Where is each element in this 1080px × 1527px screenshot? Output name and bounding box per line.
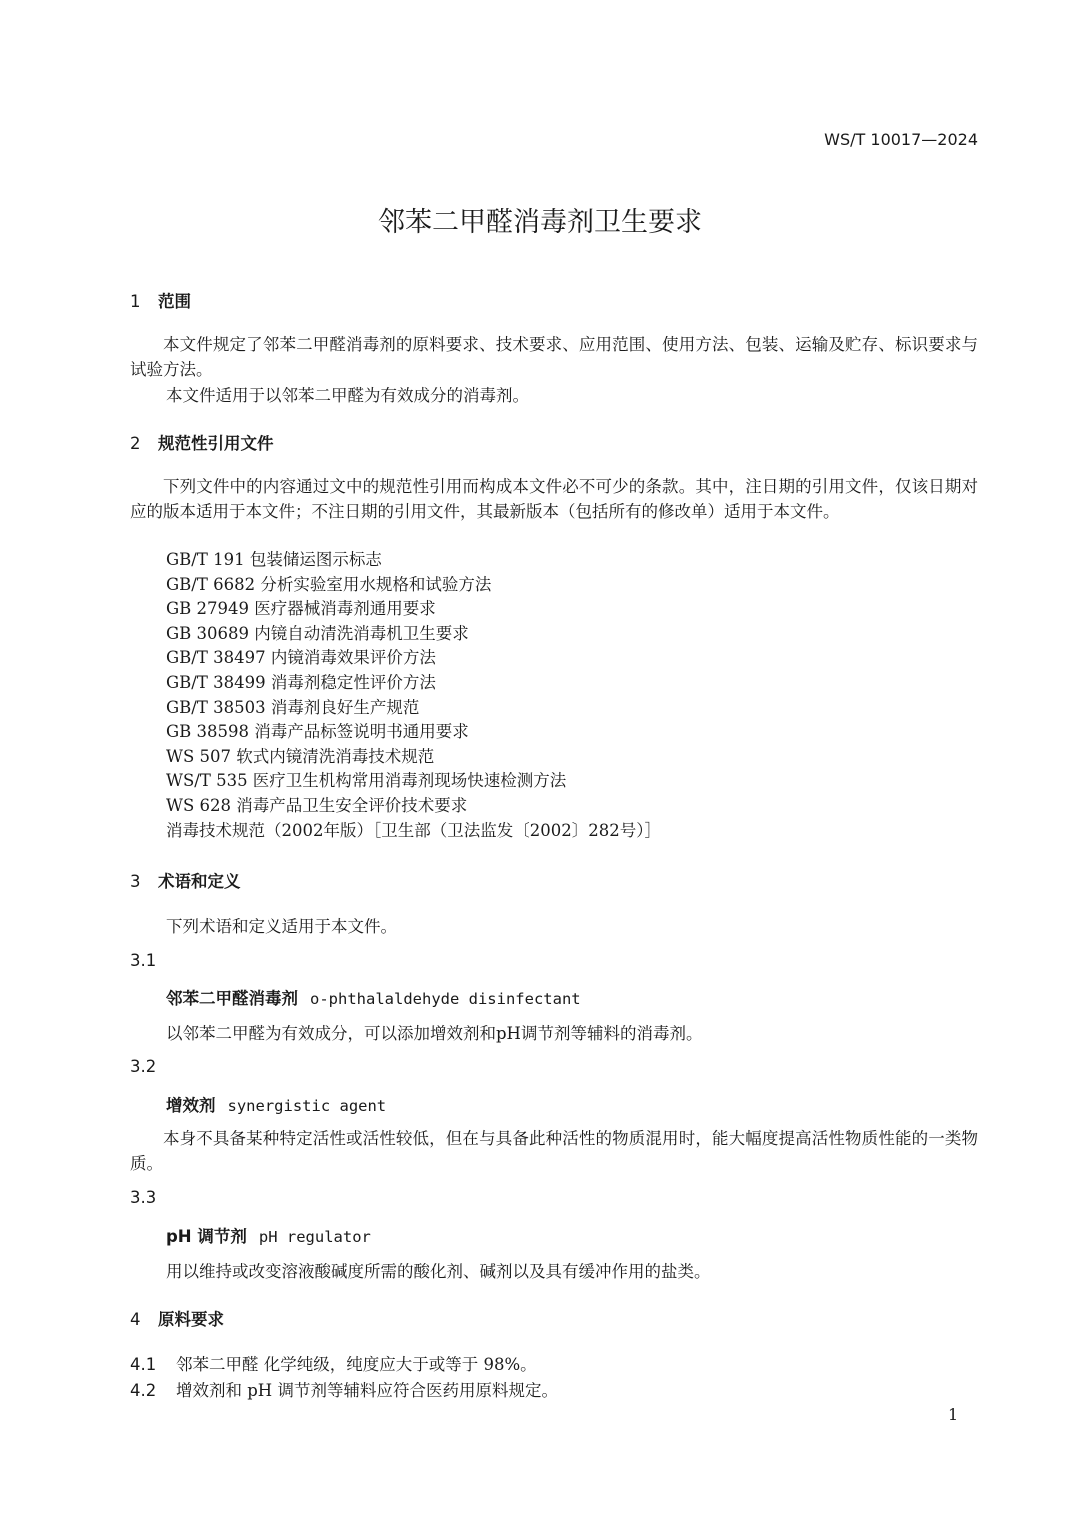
section-4-heading	[130, 1306, 224, 1330]
term-number: 3.3	[130, 1188, 157, 1207]
reference-item: WS 628 消毒产品卫生安全评价技术要求	[166, 795, 468, 815]
reference-item: GB/T 38499 消毒剂稳定性评价方法	[166, 672, 436, 692]
item-number: 4.1	[130, 1355, 157, 1374]
section-1-paragraph-1: 本文件规定了邻苯二甲醛消毒剂的原料要求、技术要求、应用范围、使用方法、包装、运输及贮存、标识要求与试验方法。	[130, 335, 978, 379]
section-number: 1	[130, 292, 141, 311]
section-2-paragraph-1: 下列文件中的内容通过文中的规范性引用而构成本文件必不可少的条款。其中，注日期的引用文件，仅该日期对应的版本适用于本文件；不注日期的引用文件，其最新版本（包括所有的修改单）适用于本文件。	[130, 477, 978, 521]
reference-item: 消毒技术规范（2002年版）［卫生部（卫法监发〔2002〕282号）］	[166, 820, 661, 840]
reference-item: GB/T 191 包装储运图示标志	[166, 550, 382, 569]
term-definition: 以邻苯二甲醛为有效成分，可以添加增效剂和pH调节剂等辅料的消毒剂。	[166, 1024, 703, 1043]
requirement-item	[130, 1351, 537, 1375]
term-english: synergistic agent	[227, 1097, 387, 1115]
section-2-heading	[130, 430, 274, 454]
section-3-heading	[130, 868, 241, 892]
section-title: 术语和定义	[158, 872, 241, 891]
reference-item: WS/T 535 医疗卫生机构常用消毒剂现场快速检测方法	[166, 771, 567, 791]
item-number: 4.2	[130, 1381, 157, 1400]
term-chinese: pH 调节剂	[166, 1227, 247, 1246]
term-entry	[166, 985, 581, 1009]
section-1-paragraph-2: 本文件适用于以邻苯二甲醛为有效成分的消毒剂。	[166, 386, 529, 405]
section-number: 4	[130, 1310, 141, 1329]
item-text: 增效剂和 pH 调节剂等辅料应符合医药用原料规定。	[176, 1381, 558, 1400]
page-number: 1	[948, 1405, 959, 1424]
term-chinese: 邻苯二甲醛消毒剂	[166, 989, 298, 1008]
item-text: 邻苯二甲醛 化学纯级，纯度应大于或等于 98%。	[176, 1355, 537, 1374]
section-title: 规范性引用文件	[158, 434, 274, 453]
term-english: pH regulator	[258, 1228, 371, 1246]
section-number: 3	[130, 872, 141, 891]
reference-item: GB/T 38503 消毒剂良好生产规范	[166, 697, 420, 717]
section-3-paragraph-1: 下列术语和定义适用于本文件。	[166, 917, 397, 936]
section-1-heading	[130, 288, 191, 312]
reference-item: GB 38598 消毒产品标签说明书通用要求	[166, 722, 469, 742]
reference-item: GB/T 38497 内镜消毒效果评价方法	[166, 648, 436, 668]
term-definition: 本身不具备某种特定活性或活性较低，但在与具备此种活性的物质混用时，能大幅度提高活性物质性能的一类物质。	[130, 1129, 978, 1173]
section-number: 2	[130, 434, 141, 453]
reference-item: GB 27949 医疗器械消毒剂通用要求	[166, 599, 436, 619]
standard-code: WS/T 10017—2024	[824, 130, 978, 149]
section-title: 范围	[158, 292, 191, 311]
requirement-item	[130, 1377, 558, 1401]
term-english: o-phthalaldehyde disinfectant	[310, 990, 581, 1008]
reference-item: WS 507 软式内镜清洗消毒技术规范	[166, 746, 435, 766]
reference-item: GB/T 6682 分析实验室用水规格和试验方法	[166, 574, 492, 594]
term-number: 3.2	[130, 1057, 157, 1076]
term-entry	[166, 1223, 371, 1247]
term-entry	[166, 1092, 386, 1116]
term-number: 3.1	[130, 951, 157, 970]
term-definition: 用以维持或改变溶液酸碱度所需的酸化剂、碱剂以及具有缓冲作用的盐类。	[166, 1262, 711, 1281]
term-chinese: 增效剂	[166, 1096, 216, 1115]
reference-item: GB 30689 内镜自动清洗消毒机卫生要求	[166, 623, 469, 643]
section-title: 原料要求	[158, 1310, 224, 1329]
normative-references-list	[166, 548, 661, 843]
document-title: 邻苯二甲醛消毒剂卫生要求	[378, 207, 702, 238]
